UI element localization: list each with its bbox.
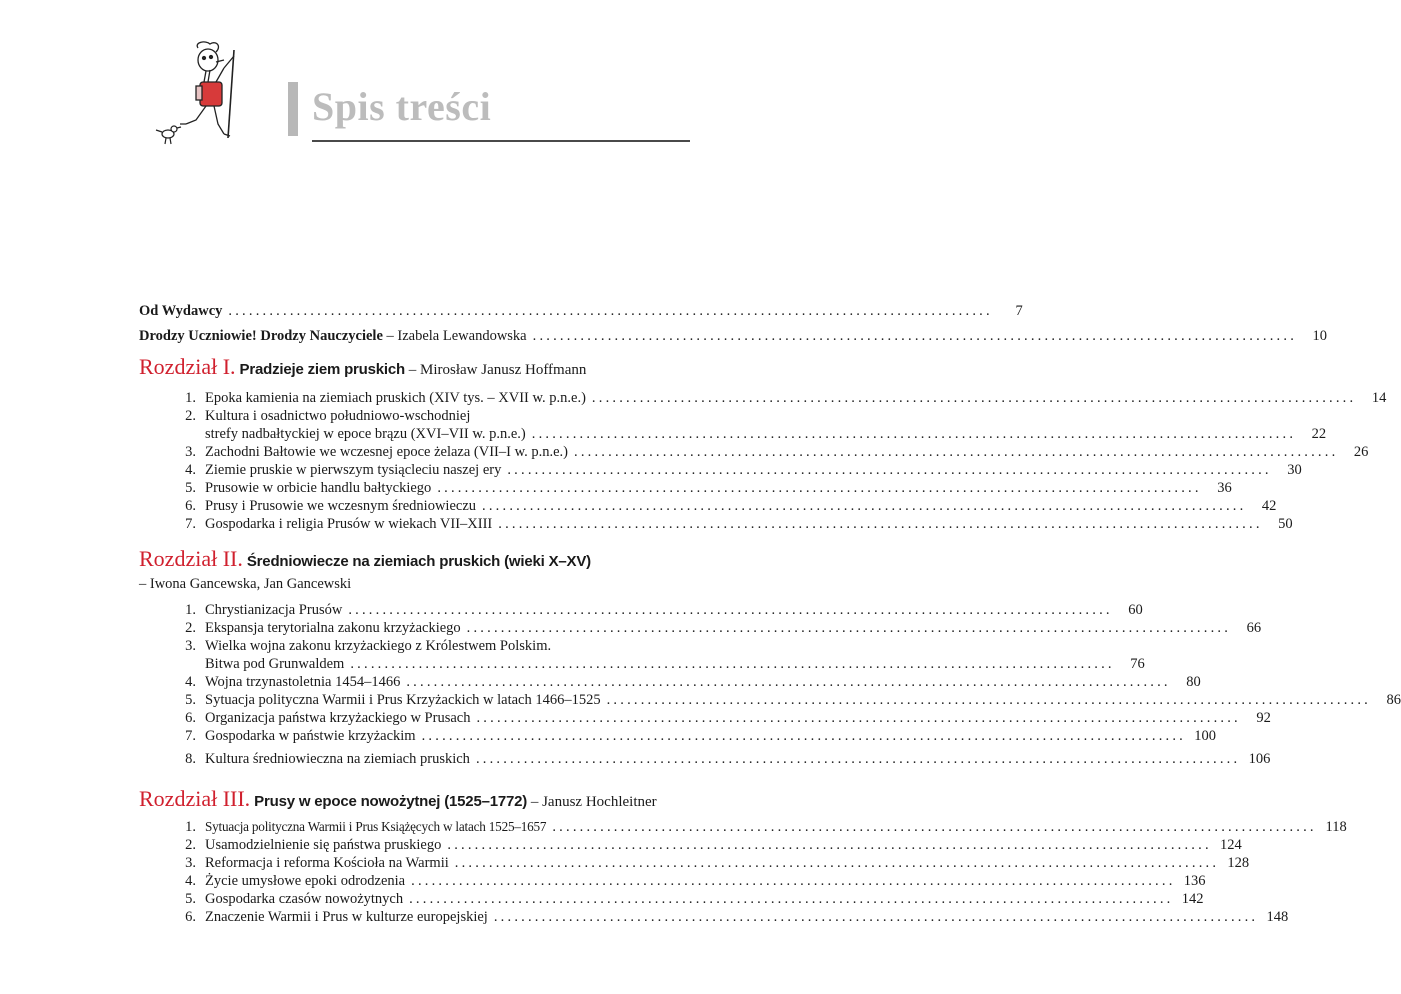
toc-page-number: 142 — [1181, 891, 1204, 907]
chapter-heading[interactable] — [139, 354, 586, 380]
chapter-title: Prusy w epoce nowożytnej (1525–1772) — [254, 793, 528, 810]
toc-page-number: 106 — [1248, 751, 1271, 767]
toc-page-number: 92 — [1256, 710, 1271, 726]
toc-entry-label: Organizacja państwa krzyżackiego w Prusach — [205, 710, 471, 726]
toc-page-number: 100 — [1194, 728, 1216, 744]
leader-dots: ................................................................................................................ — [348, 602, 1113, 618]
toc-page-number: 22 — [1311, 426, 1327, 442]
toc-entry-author: – Izabela Lewandowska — [382, 328, 527, 344]
toc-item-number: 7. — [185, 728, 196, 744]
toc-page-number: 86 — [1386, 692, 1401, 708]
toc-page-number: 66 — [1246, 620, 1262, 636]
leader-dots: ................................................................................................................ — [454, 855, 1220, 871]
leader-dots: ................................................................................................................ — [406, 674, 1171, 690]
chapter-title: Pradzieje ziem pruskich — [239, 361, 405, 378]
toc-entry[interactable] — [172, 637, 684, 655]
toc-entry-label: Gospodarka czasów nowożytnych — [205, 891, 404, 907]
toc-page-number: 30 — [1287, 462, 1302, 478]
toc-item-number: 5. — [185, 692, 196, 708]
toc-item-number: 4. — [185, 674, 196, 690]
leader-dots: ................................................................................................................ — [476, 710, 1241, 726]
toc-page-number: 26 — [1353, 444, 1369, 460]
toc-entry[interactable] — [172, 479, 1232, 497]
chapter-author: – Mirosław Janusz Hoffmann — [405, 362, 587, 378]
toc-entry[interactable] — [172, 673, 1201, 691]
toc-entry[interactable] — [172, 389, 1387, 407]
chapter-heading[interactable] — [139, 546, 591, 572]
leader-dots: ................................................................................................................ — [507, 462, 1272, 478]
toc-page-number: 7 — [1015, 303, 1023, 319]
toc-entry-label: Drodzy Uczniowie! Drodzy Nauczyciele — [139, 328, 383, 344]
leader-dots: ................................................................................................................ — [606, 692, 1371, 708]
toc-entry-label: Sytuacja polityczna Warmii i Prus Krzyżackich w latach 1466–1525 — [205, 692, 601, 708]
toc-entry[interactable] — [172, 461, 1302, 479]
leader-dots: ................................................................................................................ — [482, 498, 1247, 514]
title-underline — [312, 140, 690, 142]
toc-page-number: 36 — [1217, 480, 1232, 496]
toc-entry[interactable] — [172, 750, 1271, 768]
toc-entry-label: Gospodarka w państwie krzyżackim — [205, 728, 416, 744]
toc-entry[interactable] — [172, 619, 1262, 637]
leader-dots: ................................................................................................................ — [437, 480, 1202, 496]
toc-entry[interactable] — [172, 515, 1293, 533]
toc-entry-drodzy[interactable] — [139, 327, 1328, 345]
toc-page-number: 148 — [1266, 909, 1289, 925]
leader-dots: ................................................................................................................ — [466, 620, 1232, 636]
toc-entry[interactable] — [172, 407, 684, 425]
leader-dots: ................................................................................................................ — [552, 819, 1317, 835]
toc-item-number: 2. — [185, 408, 196, 424]
chapter-author: – Janusz Hochleitner — [527, 794, 657, 810]
toc-entry[interactable] — [172, 691, 1401, 709]
toc-entry[interactable] — [172, 601, 1143, 619]
toc-entry-label: Wojna trzynastoletnia 1454–1466 — [205, 674, 401, 690]
toc-page-number: 136 — [1183, 873, 1206, 889]
toc-item-number: 1. — [185, 819, 196, 835]
toc-entry-label: strefy nadbałtyckiej w epoce brązu (XVI–VII w. p.n.e.) — [205, 426, 526, 442]
chapter-number: Rozdział III. — [139, 786, 251, 811]
toc-entry[interactable] — [172, 908, 1289, 926]
chapter-number: Rozdział I. — [139, 354, 236, 379]
toc-entry-label: Ekspansja terytorialna zakonu krzyżackiego — [205, 620, 461, 636]
toc-entry-label: Wielka wojna zakonu krzyżackiego z Królestwem Polskim. — [205, 638, 552, 654]
toc-item-number: 4. — [185, 873, 196, 889]
toc-page-number: 10 — [1312, 328, 1328, 344]
toc-item-number: 3. — [185, 638, 196, 654]
leader-dots: ................................................................................................................ — [447, 837, 1212, 853]
toc-page-number: 60 — [1128, 602, 1143, 618]
title-accent-bar — [288, 82, 298, 136]
chapter-authors: – Iwona Gancewska, Jan Gancewski — [139, 576, 352, 592]
toc-page-number: 14 — [1371, 390, 1387, 406]
toc-entry[interactable] — [172, 836, 1242, 854]
toc-item-number: 5. — [185, 480, 196, 496]
toc-page-number: 50 — [1278, 516, 1293, 532]
toc-page-number: 124 — [1220, 837, 1242, 853]
toc-entry-label: Prusy i Prusowie we wczesnym średniowieczu — [205, 498, 477, 514]
toc-entry-label: Prusowie w orbicie handlu bałtyckiego — [205, 480, 432, 496]
leader-dots: ................................................................................................................ — [498, 516, 1263, 532]
mascot-illustration — [150, 38, 260, 148]
leader-dots: ................................................................................................................ — [350, 656, 1115, 672]
toc-item-number: 3. — [185, 444, 196, 460]
toc-entry-label: Chrystianizacja Prusów — [205, 602, 343, 618]
leader-dots: ................................................................................................................ — [421, 728, 1186, 744]
toc-entry-label: Od Wydawcy — [139, 303, 223, 319]
toc-entry[interactable] — [172, 727, 1216, 745]
toc-entry[interactable] — [172, 890, 1204, 908]
leader-dots: ................................................................................................................ — [475, 751, 1241, 767]
toc-entry-label: Epoka kamienia na ziemiach pruskich (XIV tys. – XVII w. p.n.e.) — [205, 390, 586, 406]
toc-entry-label: Gospodarka i religia Prusów w wiekach VII–XIII — [205, 516, 493, 532]
chapter-number: Rozdział II. — [139, 546, 243, 571]
toc-entry[interactable] — [172, 854, 1250, 872]
toc-item-number: 6. — [185, 498, 196, 514]
toc-entry[interactable] — [172, 818, 1347, 836]
toc-item-number: 5. — [185, 891, 196, 907]
toc-item-number: 2. — [185, 837, 196, 853]
toc-item-number: 3. — [185, 855, 196, 871]
leader-dots: ................................................................................................................ — [574, 444, 1339, 460]
toc-item-number: 8. — [185, 751, 196, 767]
chapter-title: Średniowiecze na ziemiach pruskich (wieki X–XV) — [246, 553, 591, 570]
toc-entry-continuation[interactable] — [172, 655, 1145, 673]
bird-icon — [156, 126, 181, 144]
leader-dots: ................................................................................................................ — [531, 426, 1297, 442]
toc-entry-label: Bitwa pod Grunwaldem — [205, 656, 345, 672]
toc-page-number: 76 — [1130, 656, 1145, 672]
toc-entry[interactable] — [172, 872, 1206, 890]
leader-dots: ................................................................................................................ — [411, 873, 1176, 889]
toc-entry[interactable] — [172, 443, 1369, 461]
toc-entry-label: Kultura i osadnictwo południowo-wschodniej — [205, 408, 471, 424]
toc-entry-label: Znaczenie Warmii i Prus w kulturze europejskiej — [205, 909, 488, 925]
toc-entry[interactable] — [172, 709, 1271, 727]
toc-entry-label: Reformacja i reforma Kościoła na Warmii — [205, 855, 449, 871]
toc-entry-label: Kultura średniowieczna na ziemiach pruskich — [205, 751, 470, 767]
leader-dots: ................................................................................................................ — [532, 328, 1298, 344]
leader-dots: ................................................................................................................ — [493, 909, 1259, 925]
leader-dots: ................................................................................................................ — [591, 390, 1357, 406]
toc-page-number: 80 — [1186, 674, 1201, 690]
toc-page-number: 42 — [1261, 498, 1277, 514]
leader-dots: ................................................................................................................ — [409, 891, 1174, 907]
toc-entry-label: Zachodni Bałtowie we wczesnej epoce żelaza (VII–I w. p.n.e.) — [205, 444, 568, 460]
toc-item-number: 2. — [185, 620, 196, 636]
toc-entry-label: Życie umysłowe epoki odrodzenia — [205, 873, 406, 889]
leader-dots: ................................................................................................................ — [228, 303, 993, 319]
toc-item-number: 4. — [185, 462, 196, 478]
toc-entry-label: Usamodzielnienie się państwa pruskiego — [205, 837, 442, 853]
toc-item-number: 7. — [185, 516, 196, 532]
toc-item-number: 1. — [185, 390, 196, 406]
toc-page-number: 128 — [1227, 855, 1250, 871]
toc-entry-continuation[interactable] — [172, 425, 1327, 443]
toc-entry-label: Ziemie pruskie w pierwszym tysiącleciu naszej ery — [205, 462, 502, 478]
page-title: Spis treści — [312, 84, 492, 129]
toc-item-number: 6. — [185, 710, 196, 726]
toc-item-number: 1. — [185, 602, 196, 618]
toc-page-number: 118 — [1325, 819, 1347, 835]
toc-entry[interactable] — [172, 497, 1277, 515]
chapter-heading[interactable] — [139, 786, 657, 812]
toc-entry-label: Sytuacja polityczna Warmii i Prus Książęcych w latach 1525–1657 — [205, 819, 547, 834]
toc-item-number: 6. — [185, 909, 196, 925]
toc-entry-wydawcy[interactable] — [139, 302, 1023, 320]
